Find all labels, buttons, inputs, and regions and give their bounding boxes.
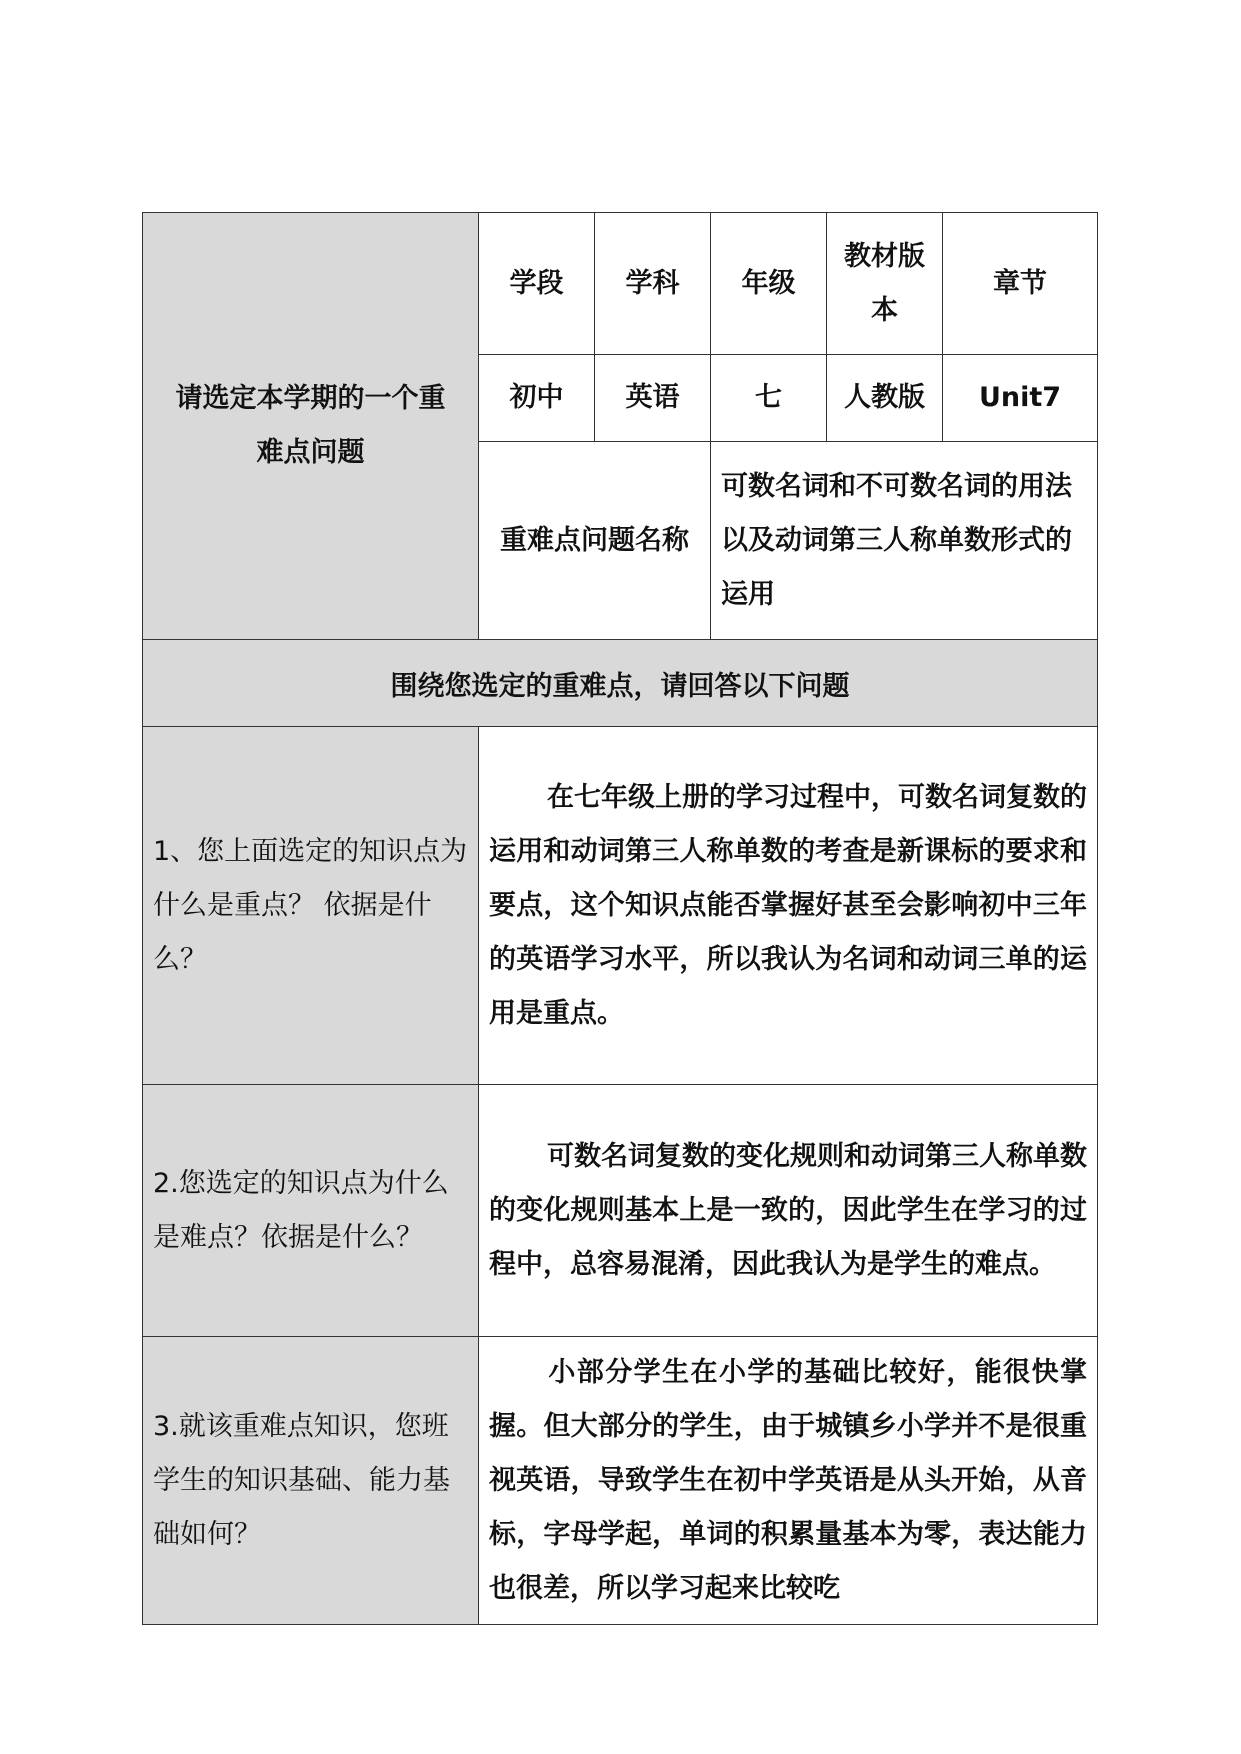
question-1: 1、您上面选定的知识点为什么是重点？ 依据是什么？ [143, 727, 479, 1085]
selected-topic-prompt: 请选定本学期的一个重难点问题 [143, 213, 479, 640]
value-chapter: Unit7 [943, 355, 1098, 442]
question-3: 3.就该重难点知识，您班学生的知识基础、能力基础如何？ [143, 1337, 479, 1625]
value-subject: 英语 [595, 355, 711, 442]
questions-banner: 围绕您选定的重难点，请回答以下问题 [143, 640, 1098, 727]
answer-2 [479, 1085, 1098, 1337]
value-grade: 七 [711, 355, 827, 442]
topic-name-value: 可数名词和不可数名词的用法以及动词第三人称单数形式的运用 [711, 442, 1098, 640]
header-grade: 年级 [711, 213, 827, 355]
answer-3 [479, 1337, 1098, 1625]
header-edition: 教材版本 [827, 213, 943, 355]
header-subject: 学科 [595, 213, 711, 355]
value-edition: 人教版 [827, 355, 943, 442]
question-2: 2.您选定的知识点为什么是难点？依据是什么？ [143, 1085, 479, 1337]
answer-2-text: 可数名词复数的变化规则和动词第三人称单数的变化规则基本上是一致的，因此学生在学习的过程中，总容易混淆，因此我认为是学生的难点。 [489, 1140, 1087, 1280]
answer-1 [479, 727, 1098, 1085]
answer-3-text: 小部分学生在小学的基础比较好，能很快掌握。但大部分的学生，由于城镇乡小学并不是很重视英语，导致学生在初中学英语是从头开始，从音标，字母学起，单词的积累量基本为零，表达能力也很差，所以学习起来比较吃 [489, 1356, 1087, 1604]
header-chapter: 章节 [943, 213, 1098, 355]
header-stage: 学段 [479, 213, 595, 355]
value-stage: 初中 [479, 355, 595, 442]
answer-1-text: 在七年级上册的学习过程中，可数名词复数的运用和动词第三人称单数的考查是新课标的要求和要点，这个知识点能否掌握好甚至会影响初中三年的英语学习水平，所以我认为名词和动词三单的运用是重点。 [489, 781, 1087, 1029]
lesson-form-table [142, 212, 1098, 1625]
topic-name-label: 重难点问题名称 [479, 442, 711, 640]
